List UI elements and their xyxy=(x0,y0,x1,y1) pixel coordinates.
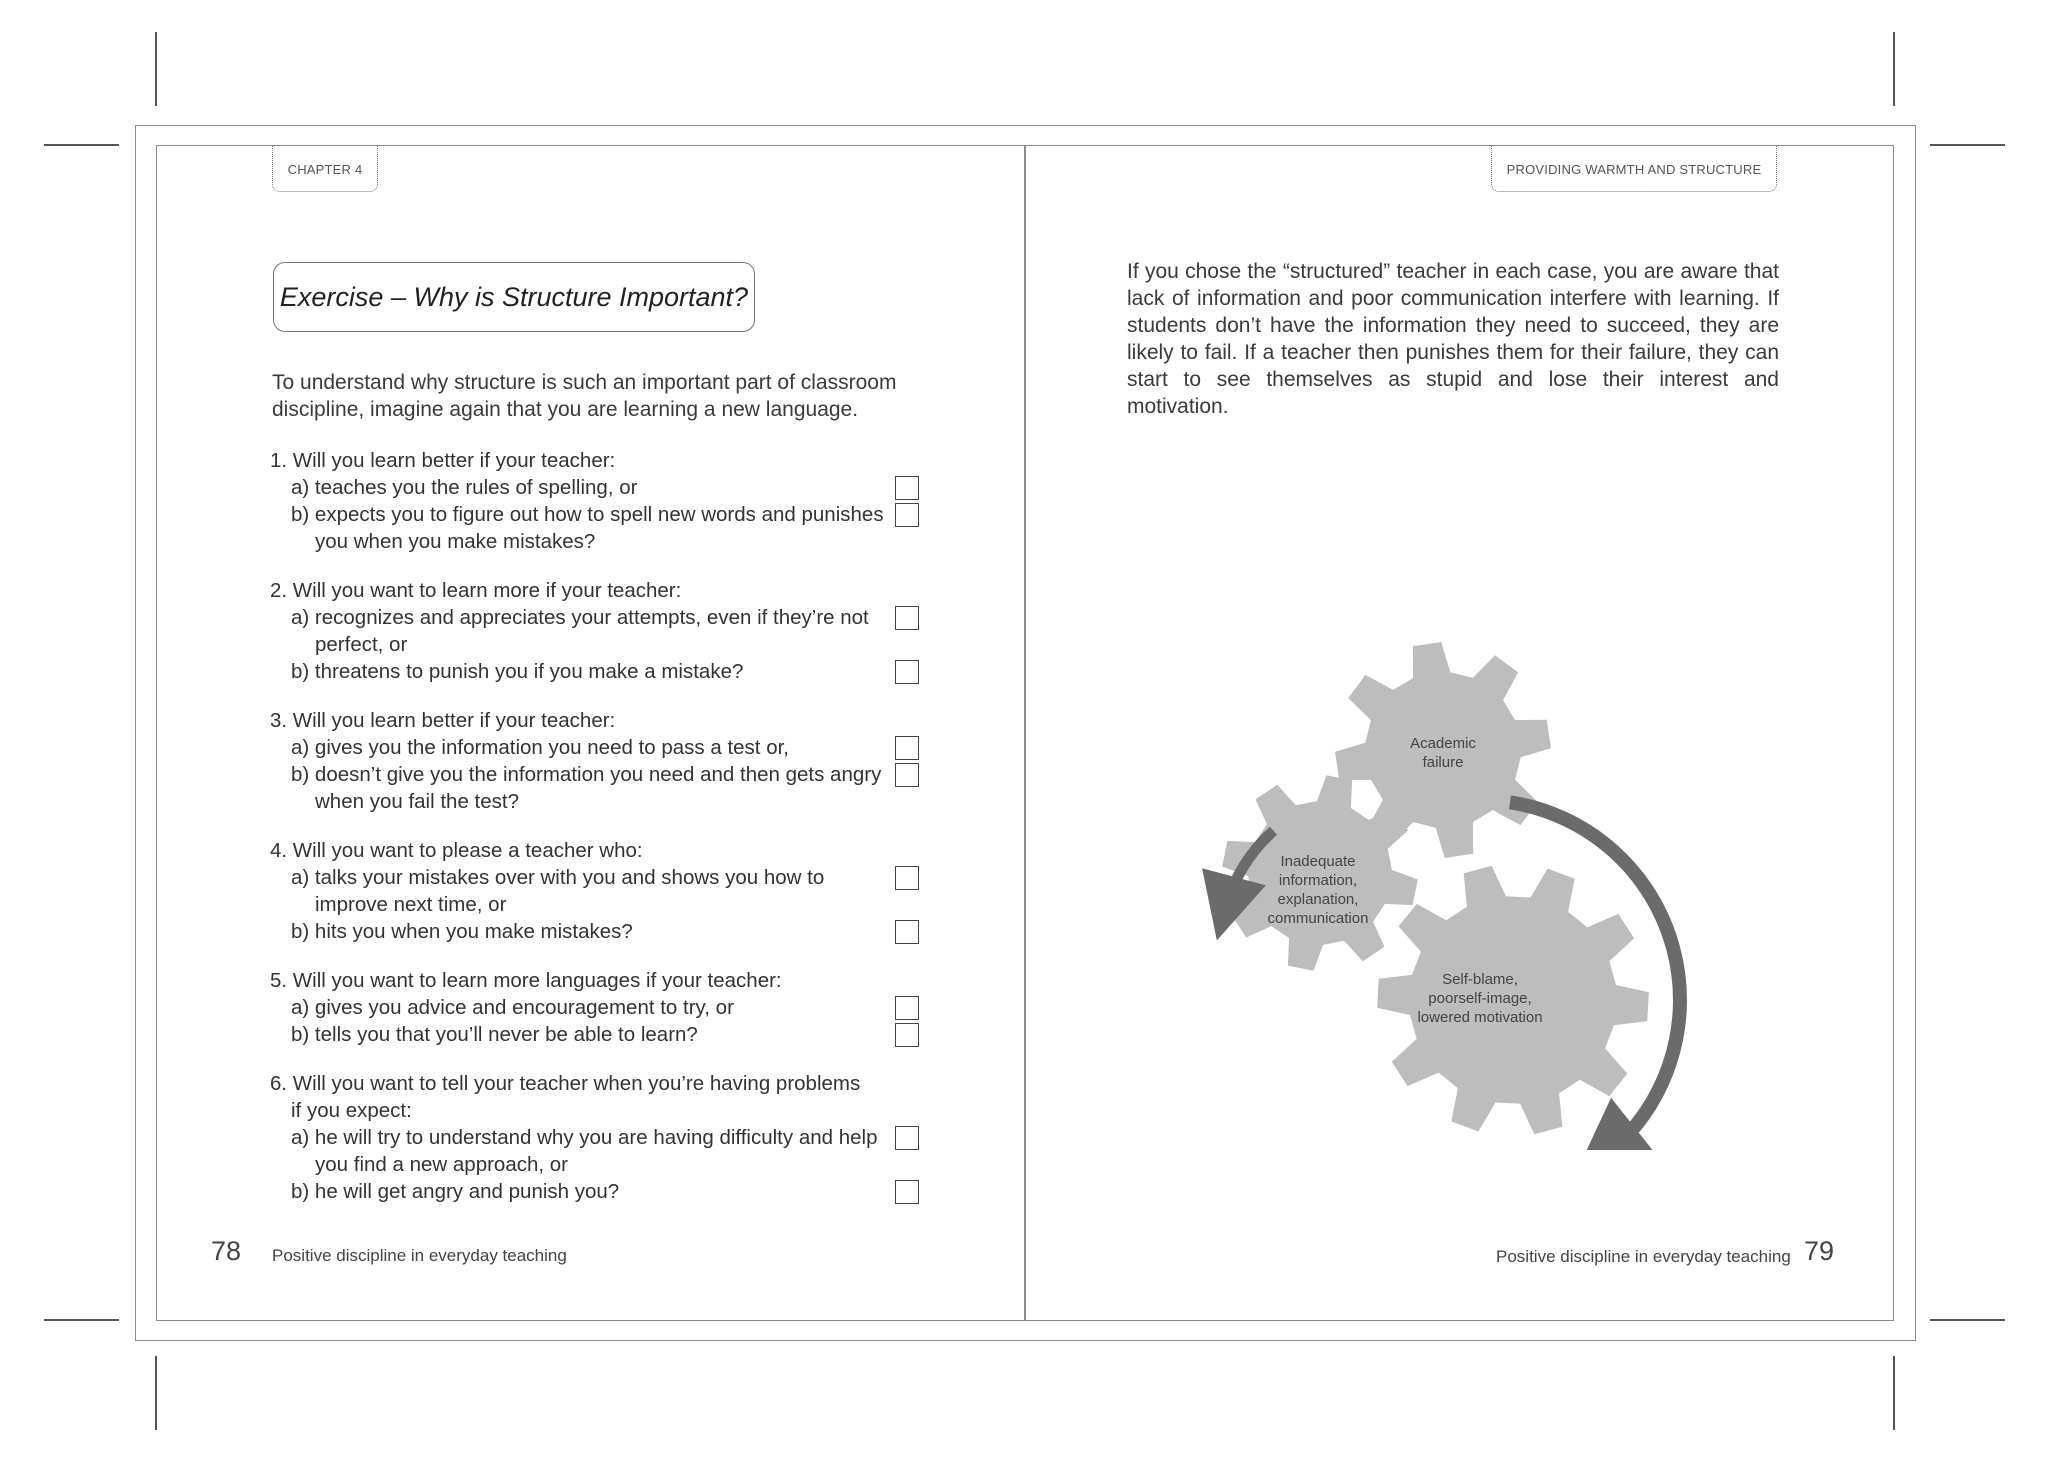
answer-checkbox[interactable] xyxy=(895,736,919,760)
question-item xyxy=(270,447,920,555)
answer-checkbox[interactable] xyxy=(895,866,919,890)
gear-label-line: failure xyxy=(1422,754,1464,771)
answer-checkbox[interactable] xyxy=(895,476,919,500)
answer-checkbox[interactable] xyxy=(895,1180,919,1204)
crop-mark xyxy=(1930,144,2005,146)
answer-checkbox[interactable] xyxy=(895,920,919,944)
option-text: a) he will try to understand why you are having difficulty and help you find a new approach, or xyxy=(291,1126,878,1176)
option-text: a) gives you the information you need to pass a test or, xyxy=(291,736,789,759)
intro-paragraph: To understand why structure is such an important part of classroom discipline, imagine again that you are learning a new language. xyxy=(272,371,897,421)
question-item xyxy=(270,1070,920,1205)
option-text: b) hits you when you make mistakes? xyxy=(291,920,633,943)
answer-checkbox[interactable] xyxy=(895,996,919,1020)
option-text: b) threatens to punish you if you make a mistake? xyxy=(291,660,744,683)
gear-label-line: Academic xyxy=(1410,735,1476,752)
exercise-title: Exercise – Why is Structure Important? xyxy=(273,262,755,332)
question-prompt: 3. Will you learn better if your teacher: xyxy=(270,709,616,732)
answer-option xyxy=(270,658,920,685)
option-text: a) gives you advice and encouragement to try, or xyxy=(291,996,734,1019)
book-spine xyxy=(1024,145,1026,1321)
option-text: b) doesn’t give you the information you need and then gets angry when you fail the test? xyxy=(291,763,882,813)
option-text: b) he will get angry and punish you? xyxy=(291,1180,620,1203)
question-item xyxy=(270,967,920,1048)
gear-label-line: Inadequate xyxy=(1280,853,1356,870)
question-prompt: 2. Will you want to learn more if your teacher: xyxy=(270,579,682,602)
question-list xyxy=(270,447,920,1227)
answer-option xyxy=(270,1124,920,1178)
option-text: b) tells you that you’ll never be able to learn? xyxy=(291,1023,698,1046)
question-prompt: 6. Will you want to tell your teacher when you’re having problems if you expect: xyxy=(270,1072,861,1122)
question-prompt: 4. Will you want to please a teacher who: xyxy=(270,839,643,862)
chapter-tab: PROVIDING WARMTH AND STRUCTURE xyxy=(1491,146,1777,192)
body-paragraph: If you chose the “structured” teacher in each case, you are aware that lack of information and poor communication interfere with learning. If students don’t have the information they need to succeed, they are likely to fail. If a teacher then punishes them for their failure, they can start to see themselves as stupid and lose their interest and motivation. xyxy=(1127,260,1779,418)
footer-title-left: Positive discipline in everyday teaching xyxy=(272,1246,567,1265)
crop-mark xyxy=(44,1319,119,1321)
page-number-right: 79 xyxy=(1804,1236,1835,1266)
question-prompt: 1. Will you learn better if your teacher: xyxy=(270,449,616,472)
crop-mark xyxy=(1893,1356,1895,1430)
answer-option xyxy=(270,734,920,761)
gear-label-line: explanation, xyxy=(1277,891,1359,908)
crop-mark xyxy=(1930,1319,2005,1321)
gear-label-line: information, xyxy=(1278,872,1358,889)
option-text: a) recognizes and appreciates your attempts, even if they’re not perfect, or xyxy=(291,606,869,656)
answer-option xyxy=(270,604,920,658)
gear-label-line: Self-blame, xyxy=(1442,971,1518,988)
question-prompt: 5. Will you want to learn more languages if your teacher: xyxy=(270,969,782,992)
question-item xyxy=(270,577,920,685)
gear-label-inadequate-information xyxy=(1258,852,1378,928)
gear-label-line: communication xyxy=(1267,910,1369,927)
answer-option xyxy=(270,474,920,501)
answer-checkbox[interactable] xyxy=(895,1126,919,1150)
answer-checkbox[interactable] xyxy=(895,763,919,787)
answer-option xyxy=(270,501,920,555)
gear-label-line: lowered motivation xyxy=(1417,1009,1543,1026)
gear-label-academic-failure xyxy=(1383,734,1503,772)
answer-option xyxy=(270,918,920,945)
question-item xyxy=(270,707,920,815)
option-text: a) talks your mistakes over with you and shows you how to improve next time, or xyxy=(291,866,825,916)
answer-option xyxy=(270,1021,920,1048)
footer-title-right: Positive discipline in everyday teaching xyxy=(1496,1247,1791,1266)
answer-option xyxy=(270,1178,920,1205)
crop-mark xyxy=(155,32,157,106)
answer-option xyxy=(270,761,920,815)
chapter-tab: CHAPTER 4 xyxy=(272,146,378,192)
gear-label-line: poorself-image, xyxy=(1428,990,1532,1007)
answer-checkbox[interactable] xyxy=(895,503,919,527)
crop-mark xyxy=(155,1356,157,1430)
gear-label-self-blame xyxy=(1400,970,1560,1027)
answer-option xyxy=(270,864,920,918)
answer-option xyxy=(270,994,920,1021)
gear-cycle-diagram xyxy=(1180,630,1700,1150)
answer-checkbox[interactable] xyxy=(895,660,919,684)
answer-checkbox[interactable] xyxy=(895,606,919,630)
answer-checkbox[interactable] xyxy=(895,1023,919,1047)
crop-mark xyxy=(44,144,119,146)
option-text: b) expects you to figure out how to spell new words and punishes you when you make mistakes? xyxy=(291,503,884,553)
crop-mark xyxy=(1893,32,1895,106)
page-number-left: 78 xyxy=(211,1236,242,1266)
question-item xyxy=(270,837,920,945)
option-text: a) teaches you the rules of spelling, or xyxy=(291,476,638,499)
